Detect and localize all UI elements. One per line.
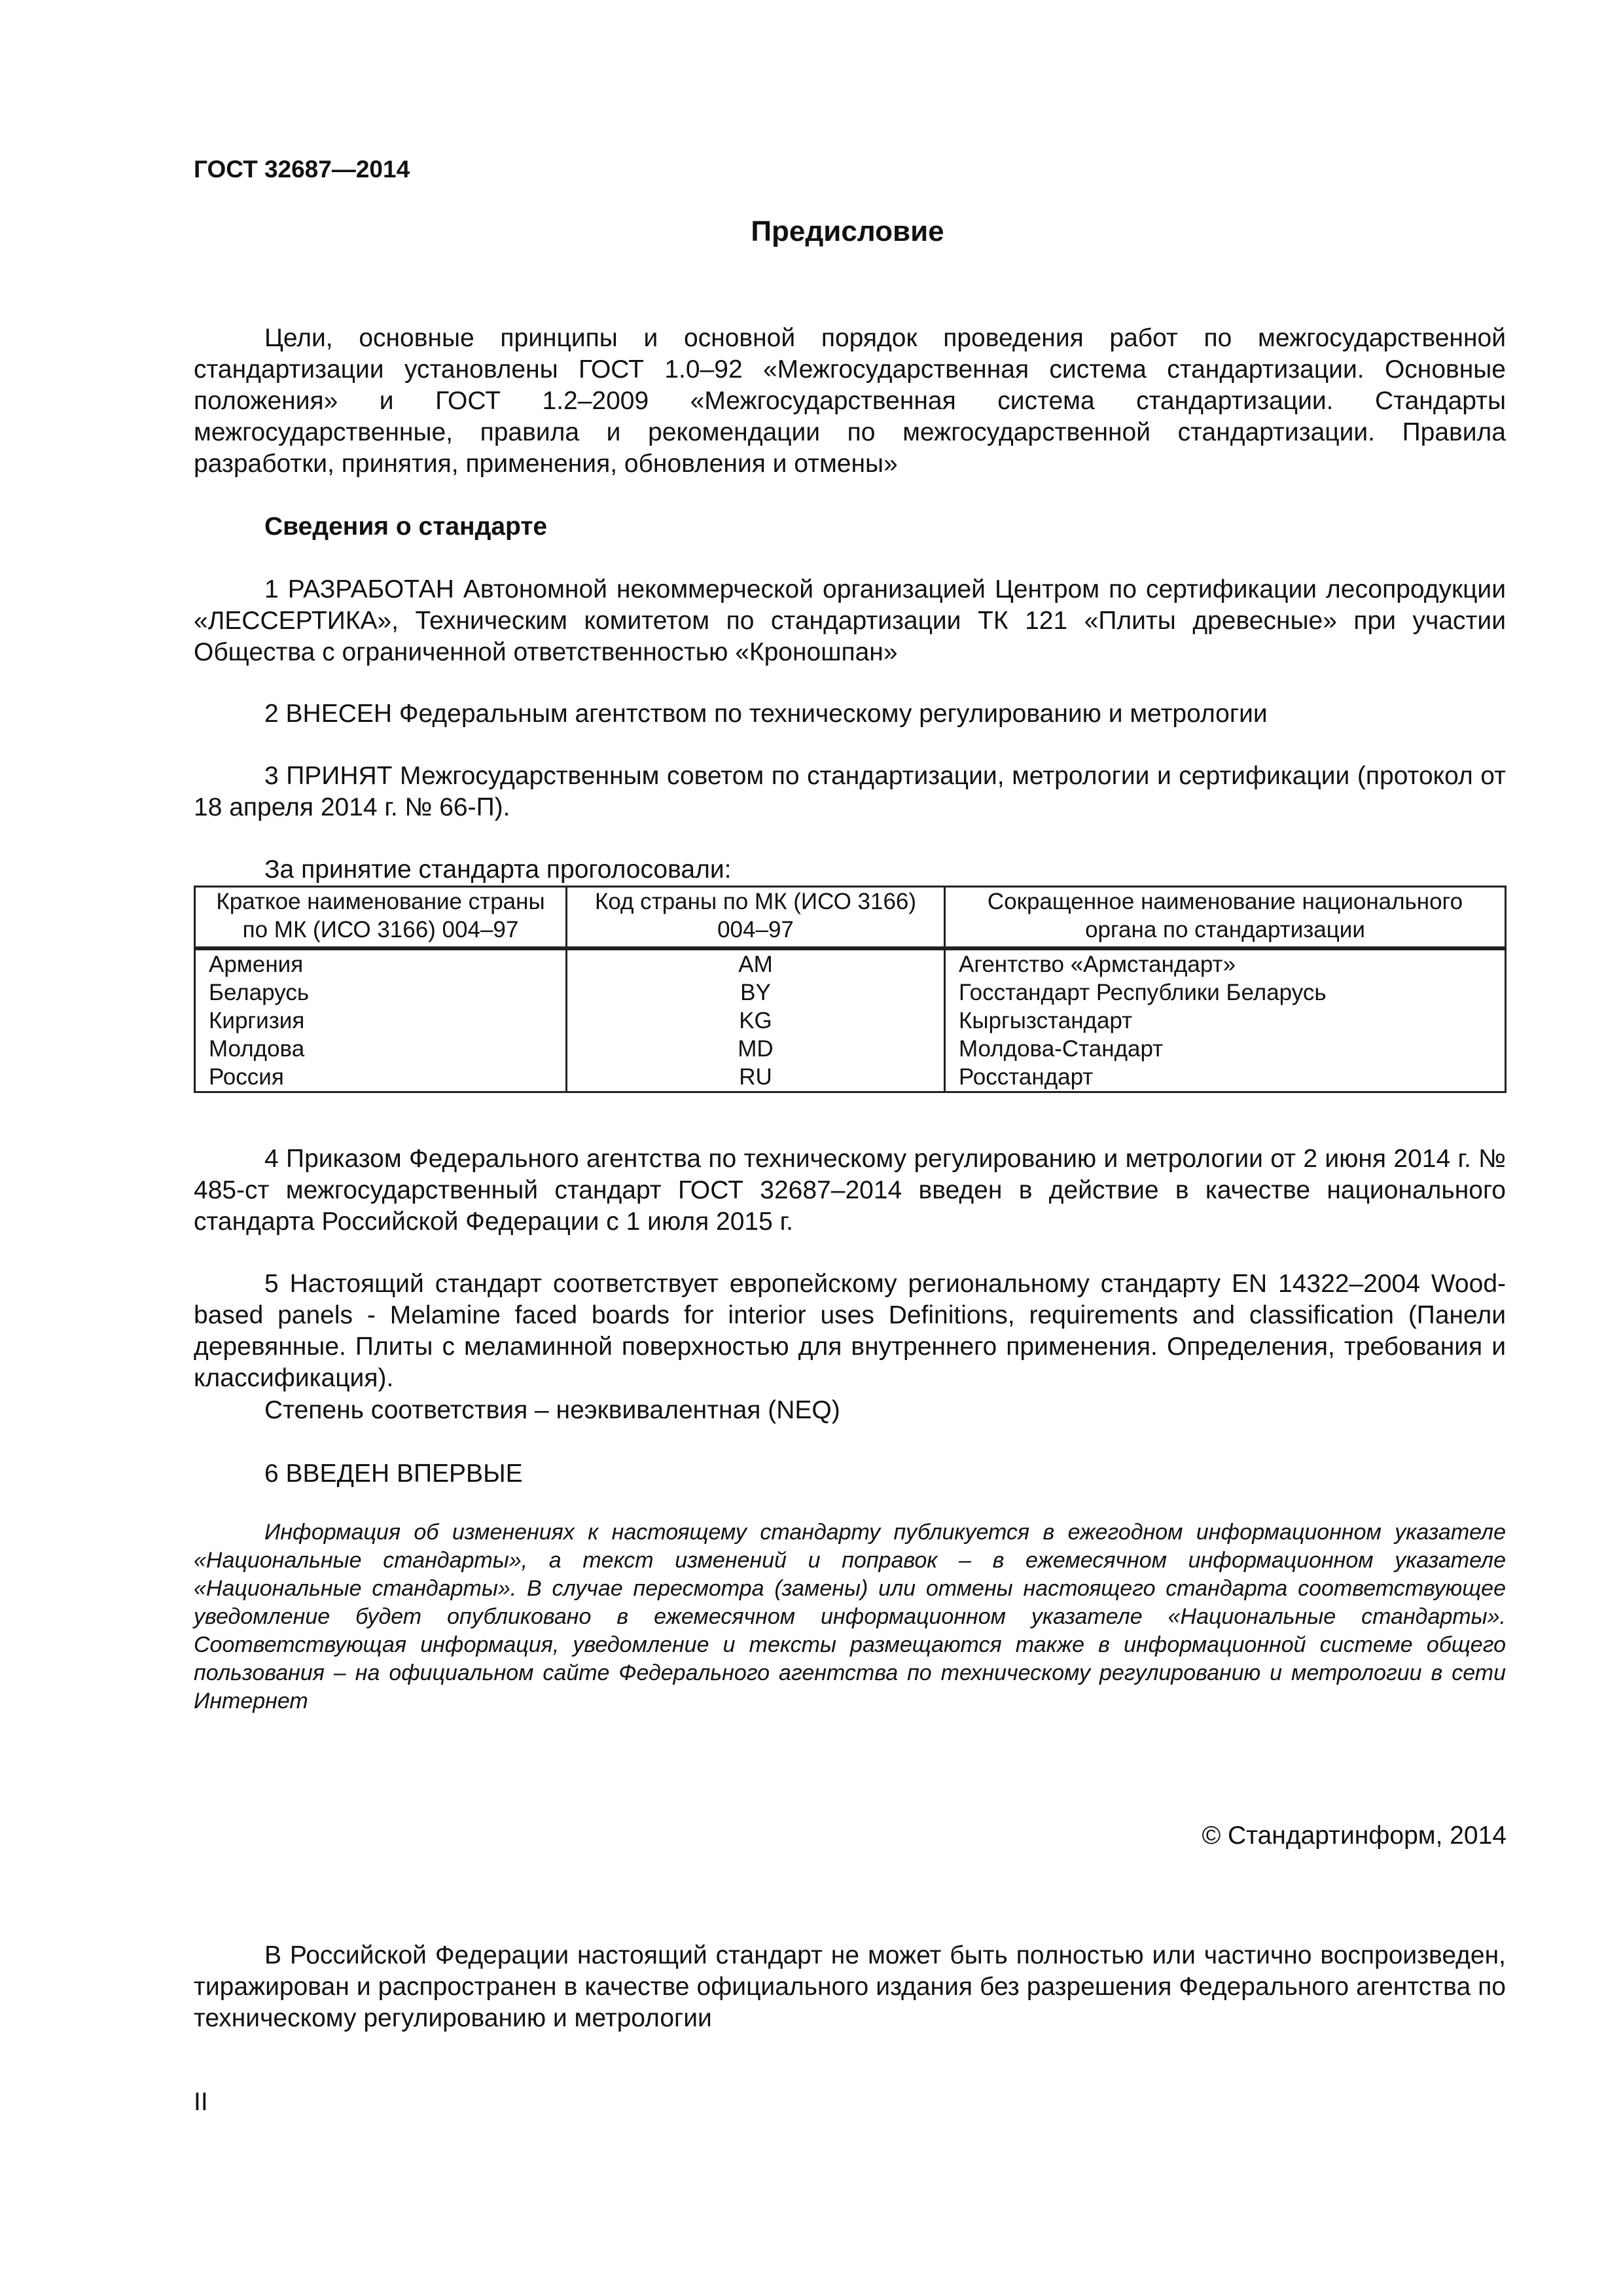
- code-cell: KG: [567, 1007, 945, 1035]
- item-5-degree: Степень соответствия – неэквивалентная (NEQ): [264, 1396, 840, 1424]
- code-cell: RU: [567, 1063, 945, 1092]
- item-1-paragraph: 1 РАЗРАБОТАН Автономной некоммерческой организацией Центром по сертификации лесопродукции «ЛЕССЕРТИКА», Техническим комитетом по стандартизации ТК 121 «Плиты древесные» при участии Общества с ограниченной ответственностью «Кроношпан»: [194, 575, 1506, 666]
- item-6-paragraph: 6 ВВЕДЕН ВПЕРВЫЕ: [264, 1460, 523, 1488]
- page-number: II: [194, 2088, 208, 2116]
- country-cell: Молдова: [195, 1035, 567, 1063]
- code-cell: BY: [567, 978, 945, 1007]
- intro-paragraph: Цели, основные принципы и основной порядок проведения работ по межгосударственной стандартизации установлены ГОСТ 1.0–92 «Межгосударственная система стандартизации. Основные положения» и ГОСТ 1.2–2009 «Межгосударственная система стандартизации. Стандарты межгосударственные, правила и рекомендации по межгосударственной стандартизации. Правила разработки, принятия, применения, обновления и отмены»: [194, 324, 1506, 478]
- table-row: [195, 1063, 1506, 1092]
- country-cell: Россия: [195, 1063, 567, 1092]
- vote-caption: За принятие стандарта проголосовали:: [264, 855, 732, 884]
- table-row: [195, 1035, 1506, 1063]
- column-header-code: Код страны по МК (ИСО 3166) 004–97: [567, 887, 945, 949]
- voting-countries-table: [194, 886, 1507, 1093]
- column-header-country: Краткое наименование страны по МК (ИСО 3166) 004–97: [195, 887, 567, 949]
- column-header-agency: Сокращенное наименование национального органа по стандартизации: [945, 887, 1506, 949]
- agency-cell: Молдова-Стандарт: [945, 1035, 1506, 1063]
- agency-cell: Кыргызстандарт: [945, 1007, 1506, 1035]
- item-4-paragraph: 4 Приказом Федерального агентства по техническому регулированию и метрологии от 2 июня 2014 г. № 485-ст межгосударственный стандарт ГОСТ 32687–2014 введен в действие в качестве национального стандарта Российской Федерации с 1 июля 2015 г.: [194, 1145, 1506, 1236]
- agency-cell: Госстандарт Республики Беларусь: [945, 978, 1506, 1007]
- table-row: [195, 948, 1506, 978]
- item-2-paragraph: 2 ВНЕСЕН Федеральным агентством по техническому регулированию и метрологии: [264, 700, 1268, 728]
- table-row: [195, 978, 1506, 1007]
- country-cell: Киргизия: [195, 1007, 567, 1035]
- agency-cell: Агентство «Армстандарт»: [945, 948, 1506, 978]
- table-row: [195, 1007, 1506, 1035]
- table-header-row: [195, 887, 1506, 949]
- page-title: Предисловие: [751, 215, 944, 247]
- item-3-paragraph: 3 ПРИНЯТ Межгосударственным советом по стандартизации, метрологии и сертификации (протокол от 18 апреля 2014 г. № 66-П).: [194, 762, 1506, 821]
- agency-cell: Росстандарт: [945, 1063, 1506, 1092]
- country-cell: Беларусь: [195, 978, 567, 1007]
- country-cell: Армения: [195, 948, 567, 978]
- copyright-notice: © Стандартинформ, 2014: [1202, 1821, 1507, 1850]
- info-note: Информация об изменениях к настоящему стандарту публикуется в ежегодном информационном указателе «Национальные стандарты», а текст изменений и поправок – в ежемесячном информационном указателе «Национальные стандарты». В случае пересмотра (замены) или отмены настоящего стандарта соответствующее уведомление будет опубликовано в ежемесячном информационном указателе «Национальные стандарты». Соответствующая информация, уведомление и тексты размещаются также в информационной системе общего пользования – на официальном сайте Федерального агентства по техническому регулированию и метрологии в сети Интернет: [194, 1520, 1506, 1713]
- code-cell: AM: [567, 948, 945, 978]
- rights-notice: В Российской Федерации настоящий стандарт не может быть полностью или частично воспроизведен, тиражирован и распространен в качестве официального издания без разрешения Федерального агентства по техническому регулированию и метрологии: [194, 1941, 1506, 2032]
- section-subheading: Сведения о стандарте: [264, 512, 548, 541]
- code-cell: MD: [567, 1035, 945, 1063]
- document-header: ГОСТ 32687—2014: [194, 156, 410, 183]
- item-5-paragraph: 5 Настоящий стандарт соответствует европейскому региональному стандарту EN 14322–2004 Wood-based panels - Melamine faced boards for interior uses Definitions, requirements and classification (Панели деревянные. Плиты с меламинной поверхностью для внутреннего применения. Определения, требования и классификация).: [194, 1270, 1506, 1392]
